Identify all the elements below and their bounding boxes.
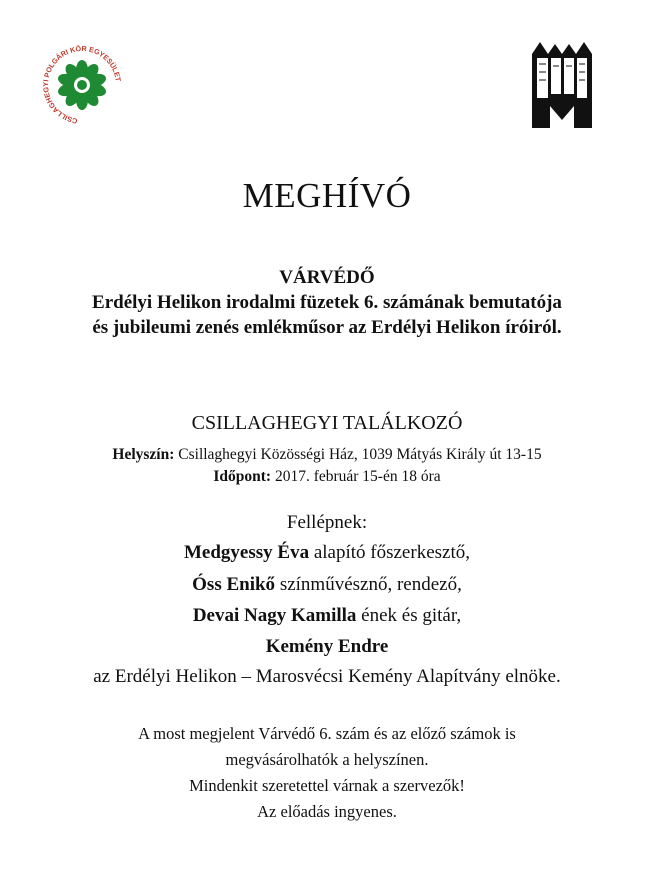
publication-heading (0, 265, 654, 340)
fortress-m-logo (528, 36, 596, 128)
publication-title: VÁRVÉDŐ (279, 267, 375, 288)
performer-line (0, 636, 654, 658)
civic-circle-logo (38, 45, 126, 125)
castle-m-icon (528, 36, 596, 128)
venue-label: Helyszín: (112, 446, 175, 463)
performer-line (0, 542, 654, 564)
publication-description-line-1: Erdélyi Helikon irodalmi füzetek 6. számának bemutatója (92, 292, 562, 313)
performer-affiliation: az Erdélyi Helikon – Marosvécsi Kemény Alapítvány elnöke. (93, 666, 561, 687)
footer-note (0, 721, 654, 825)
footer-line-4: Az előadás ingyenes. (257, 802, 397, 821)
flower-emblem-icon (38, 45, 126, 125)
footer-line-1: A most megjelent Várvédő 6. szám és az előző számok is (138, 724, 516, 743)
time-value: 2017. február 15-én 18 óra (271, 468, 441, 485)
performer-name: Óss Enikő (192, 574, 276, 595)
time-line (0, 466, 654, 488)
event-details (0, 444, 654, 488)
performer-name: Kemény Endre (265, 636, 389, 657)
performer-line (0, 574, 654, 596)
page-title: MEGHÍVÓ (242, 176, 412, 215)
event-name: CSILLAGHEGYI TALÁLKOZÓ (191, 412, 463, 434)
performer-role: ének és gitár, (356, 605, 462, 626)
performer-name: Medgyessy Éva (184, 542, 310, 563)
performer-line (0, 605, 654, 627)
footer-line-3: Mindenkit szeretettel várnak a szervezők! (189, 776, 465, 795)
venue-value: Csillaghegyi Közösségi Ház, 1039 Mátyás Király út 13-15 (174, 446, 542, 463)
performers-title: Fellépnek: (286, 512, 368, 533)
time-label: Időpont: (213, 468, 272, 485)
venue-line (0, 444, 654, 466)
logo-ring-text: CSILLAGHEGYI POLGÁRI KÖR EGYESÜLET (41, 45, 123, 125)
performer-name: Devai Nagy Kamilla (192, 605, 357, 626)
publication-description-line-2: és jubileumi zenés emlékműsor az Erdélyi Helikon íróiról. (92, 317, 562, 338)
footer-line-2: megvásárolhatók a helyszínen. (225, 750, 429, 769)
performer-role: alapító főszerkesztő, (309, 542, 470, 563)
performer-role: színművésznő, rendező, (275, 574, 462, 595)
